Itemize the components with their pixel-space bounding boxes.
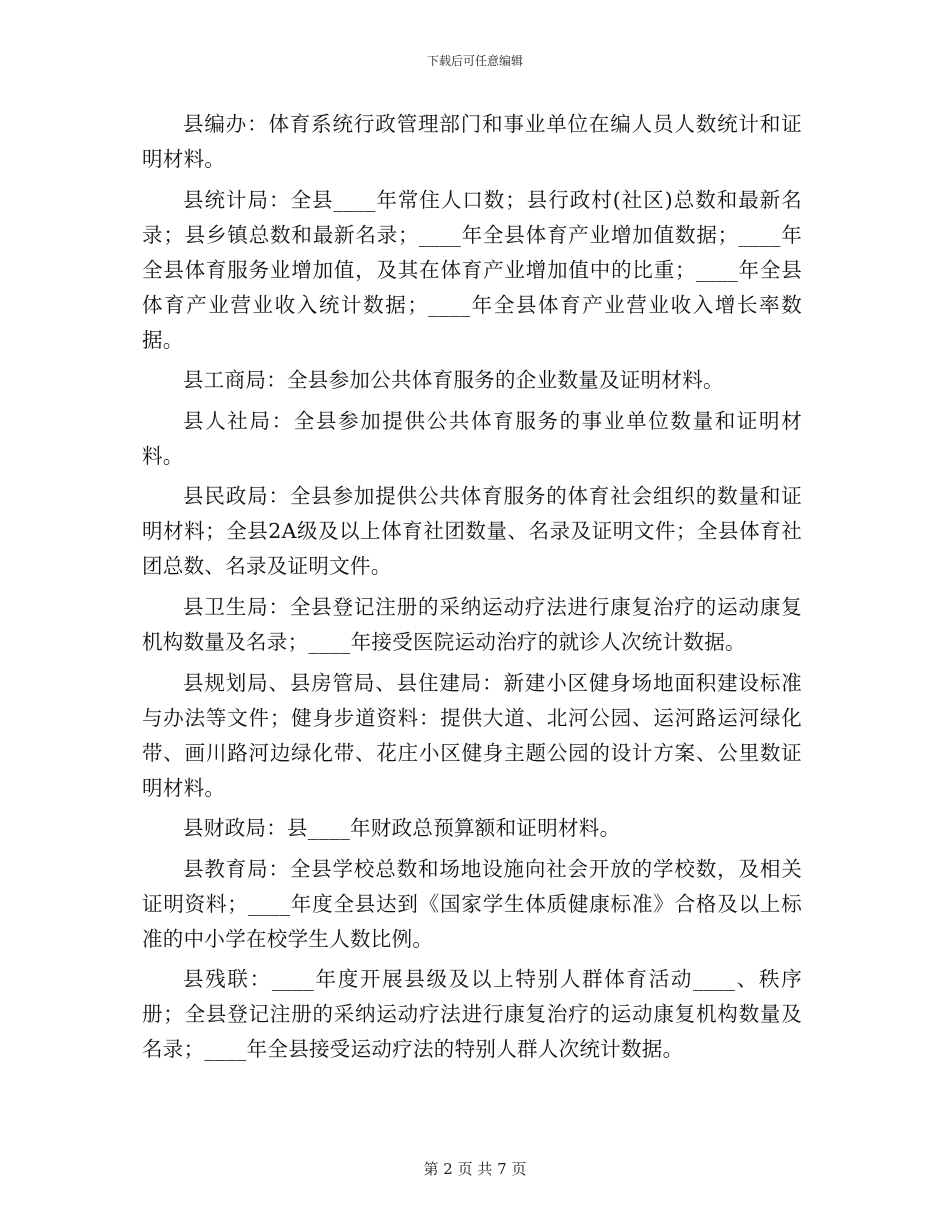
paragraph-county-statistics-bureau: 县统计局：全县____年常住人口数；县行政村(社区)总数和最新名录；县乡镇总数和最新名录；____年全县体育产业增加值数据；____年全县体育服务业增加值，及其在体育产业增加值中的比重；____年全县体育产业营业收入统计数据；____年全县体育产业营业收入增长率数据。	[142, 187, 802, 352]
paragraph-county-human-resources-bureau: 县人社局：全县参加提供公共体育服务的事业单位数量和证明材料。	[142, 408, 802, 468]
paragraph-county-disabled-federation: 县残联：____年度开展县级及以上特别人群体育活动____、秩序册；全县登记注册的采纳运动疗法进行康复治疗的运动康复机构数量及名录；____年全县接受运动疗法的特别人群人次统计数据。	[142, 967, 802, 1062]
paragraph-county-planning-housing-bureaus: 县规划局、县房管局、县住建局：新建小区健身场地面积建设标准与办法等文件；健身步道资料：提供大道、北河公园、运河路运河绿化带、画川路河边绿化带、花庄小区健身主题公园的设计方案、公里数证明材料。	[142, 670, 802, 800]
page-header-note: 下载后可任意编辑	[426, 54, 523, 68]
paragraph-county-civil-affairs-bureau: 县民政局：全县参加提供公共体育服务的体育社会组织的数量和证明材料；全县2A级及以上体育社团数量、名录及证明文件；全县体育社团总数、名录及证明文件。	[142, 484, 802, 579]
paragraph-county-industry-commerce-bureau: 县工商局：全县参加公共体育服务的企业数量及证明材料。	[183, 368, 724, 393]
page-number-footer: 第 2 页 共 7 页	[423, 1160, 527, 1178]
paragraph-county-education-bureau: 县教育局：全县学校总数和场地设施向社会开放的学校数，及相关证明资料；____年度全县达到《国家学生体质健康标准》合格及以上标准的中小学在校学生人数比例。	[142, 856, 802, 951]
paragraph-county-finance-bureau: 县财政局：县____年财政总预算额和证明材料。	[183, 816, 621, 841]
document-body	[142, 107, 802, 1073]
paragraph-county-staffing-office: 县编办：体育系统行政管理部门和事业单位在编人员人数统计和证明材料。	[142, 112, 802, 171]
paragraph-county-health-bureau: 县卫生局：全县登记注册的采纳运动疗法进行康复治疗的运动康复机构数量及名录；____年接受医院运动治疗的就诊人次统计数据。	[142, 594, 802, 654]
